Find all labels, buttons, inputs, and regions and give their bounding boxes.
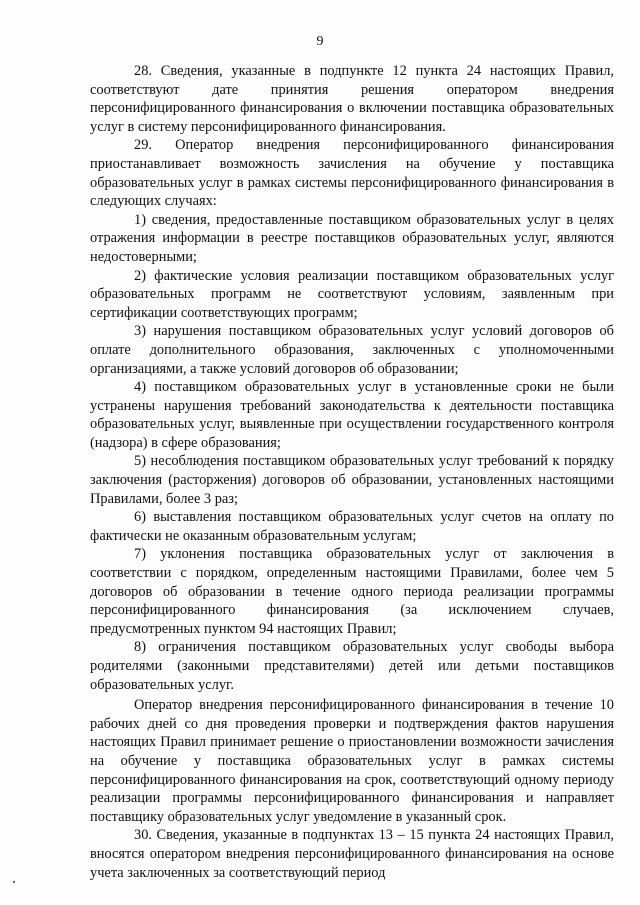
list-item-5: 5) несоблюдения поставщиком образовательных услуг требований к порядку заключения (расторжения) договоров об образовании, установленных настоящими Правилами, более 3 раз;	[90, 453, 614, 507]
list-item-2: 2) фактические условия реализации поставщиком образовательных услуг образовательных программ не соответствуют условиям, заявленным при сертификации соответствующих программ;	[90, 267, 614, 321]
scan-speck	[13, 881, 15, 883]
list-item-1: 1) сведения, предоставленные поставщиком образовательных услуг в целях отражения информации в реестре поставщиков образовательных услуг, являются недостоверными;	[90, 211, 614, 265]
paragraph-30: 30. Сведения, указанные в подпунктах 13 – 15 пункта 24 настоящих Правил, вносятся оператором внедрения персонифицированного финансирования на основе учета заключенных за соответствующий период	[90, 827, 614, 881]
document-body	[90, 62, 614, 882]
paragraph-29: 29. Оператор внедрения персонифицированного финансирования приостанавливает возможность зачисления на обучение у поставщика образовательных услуг в рамках системы персонифицированного финансирования в следующих случаях:	[90, 137, 614, 210]
list-item-3: 3) нарушения поставщиком образовательных услуг условий договоров об оплате дополнительного образования, заключенных с уполномоченными организациями, а также условий договоров об образовании;	[90, 323, 614, 377]
list-item-8: 8) ограничения поставщиком образовательных услуг свободы выбора родителями (законными представителями) детей или детьми поставщиков образовательных услуг.	[90, 639, 614, 693]
list-item-4: 4) поставщиком образовательных услуг в установленные сроки не были устранены нарушения требований законодательства к деятельности поставщика образовательных услуг, выявленные при осуществлении государственного контроля (надзора) в сфере образования;	[90, 379, 614, 451]
page-number: 9	[316, 34, 324, 49]
paragraph-operator-decision: Оператор внедрения персонифицированного финансирования в течение 10 рабочих дней со дня проведения проверки и подтверждения фактов нарушения настоящих Правил принимает решение о приостановлении возможности зачисления на обучение у поставщика образовательных услуг в рамках системы персонифицированного финансирования на срок, соответствующий одному периоду реализации программы персонифицированного финансирования и направляет поставщику образовательных услуг уведомление в указанный срок.	[90, 697, 614, 825]
list-item-7: 7) уклонения поставщика образовательных услуг от заключения в соответствии с порядком, определенным настоящими Правилами, более чем 5 договоров об образовании в течение одного периода реализации программы персонифицированного финансирования (за исключением случаев, предусмотренных пунктом 94 настоящих Правил;	[90, 546, 614, 637]
list-item-6: 6) выставления поставщиком образовательных услуг счетов на оплату по фактически не оказанным образовательным услугам;	[90, 509, 614, 544]
paragraph-28: 28. Сведения, указанные в подпункте 12 пункта 24 настоящих Правил, соответствуют дате принятия решения оператором внедрения персонифицированного финансирования о включении поставщика образовательных услуг в систему персонифицированного финансирования.	[90, 63, 614, 135]
